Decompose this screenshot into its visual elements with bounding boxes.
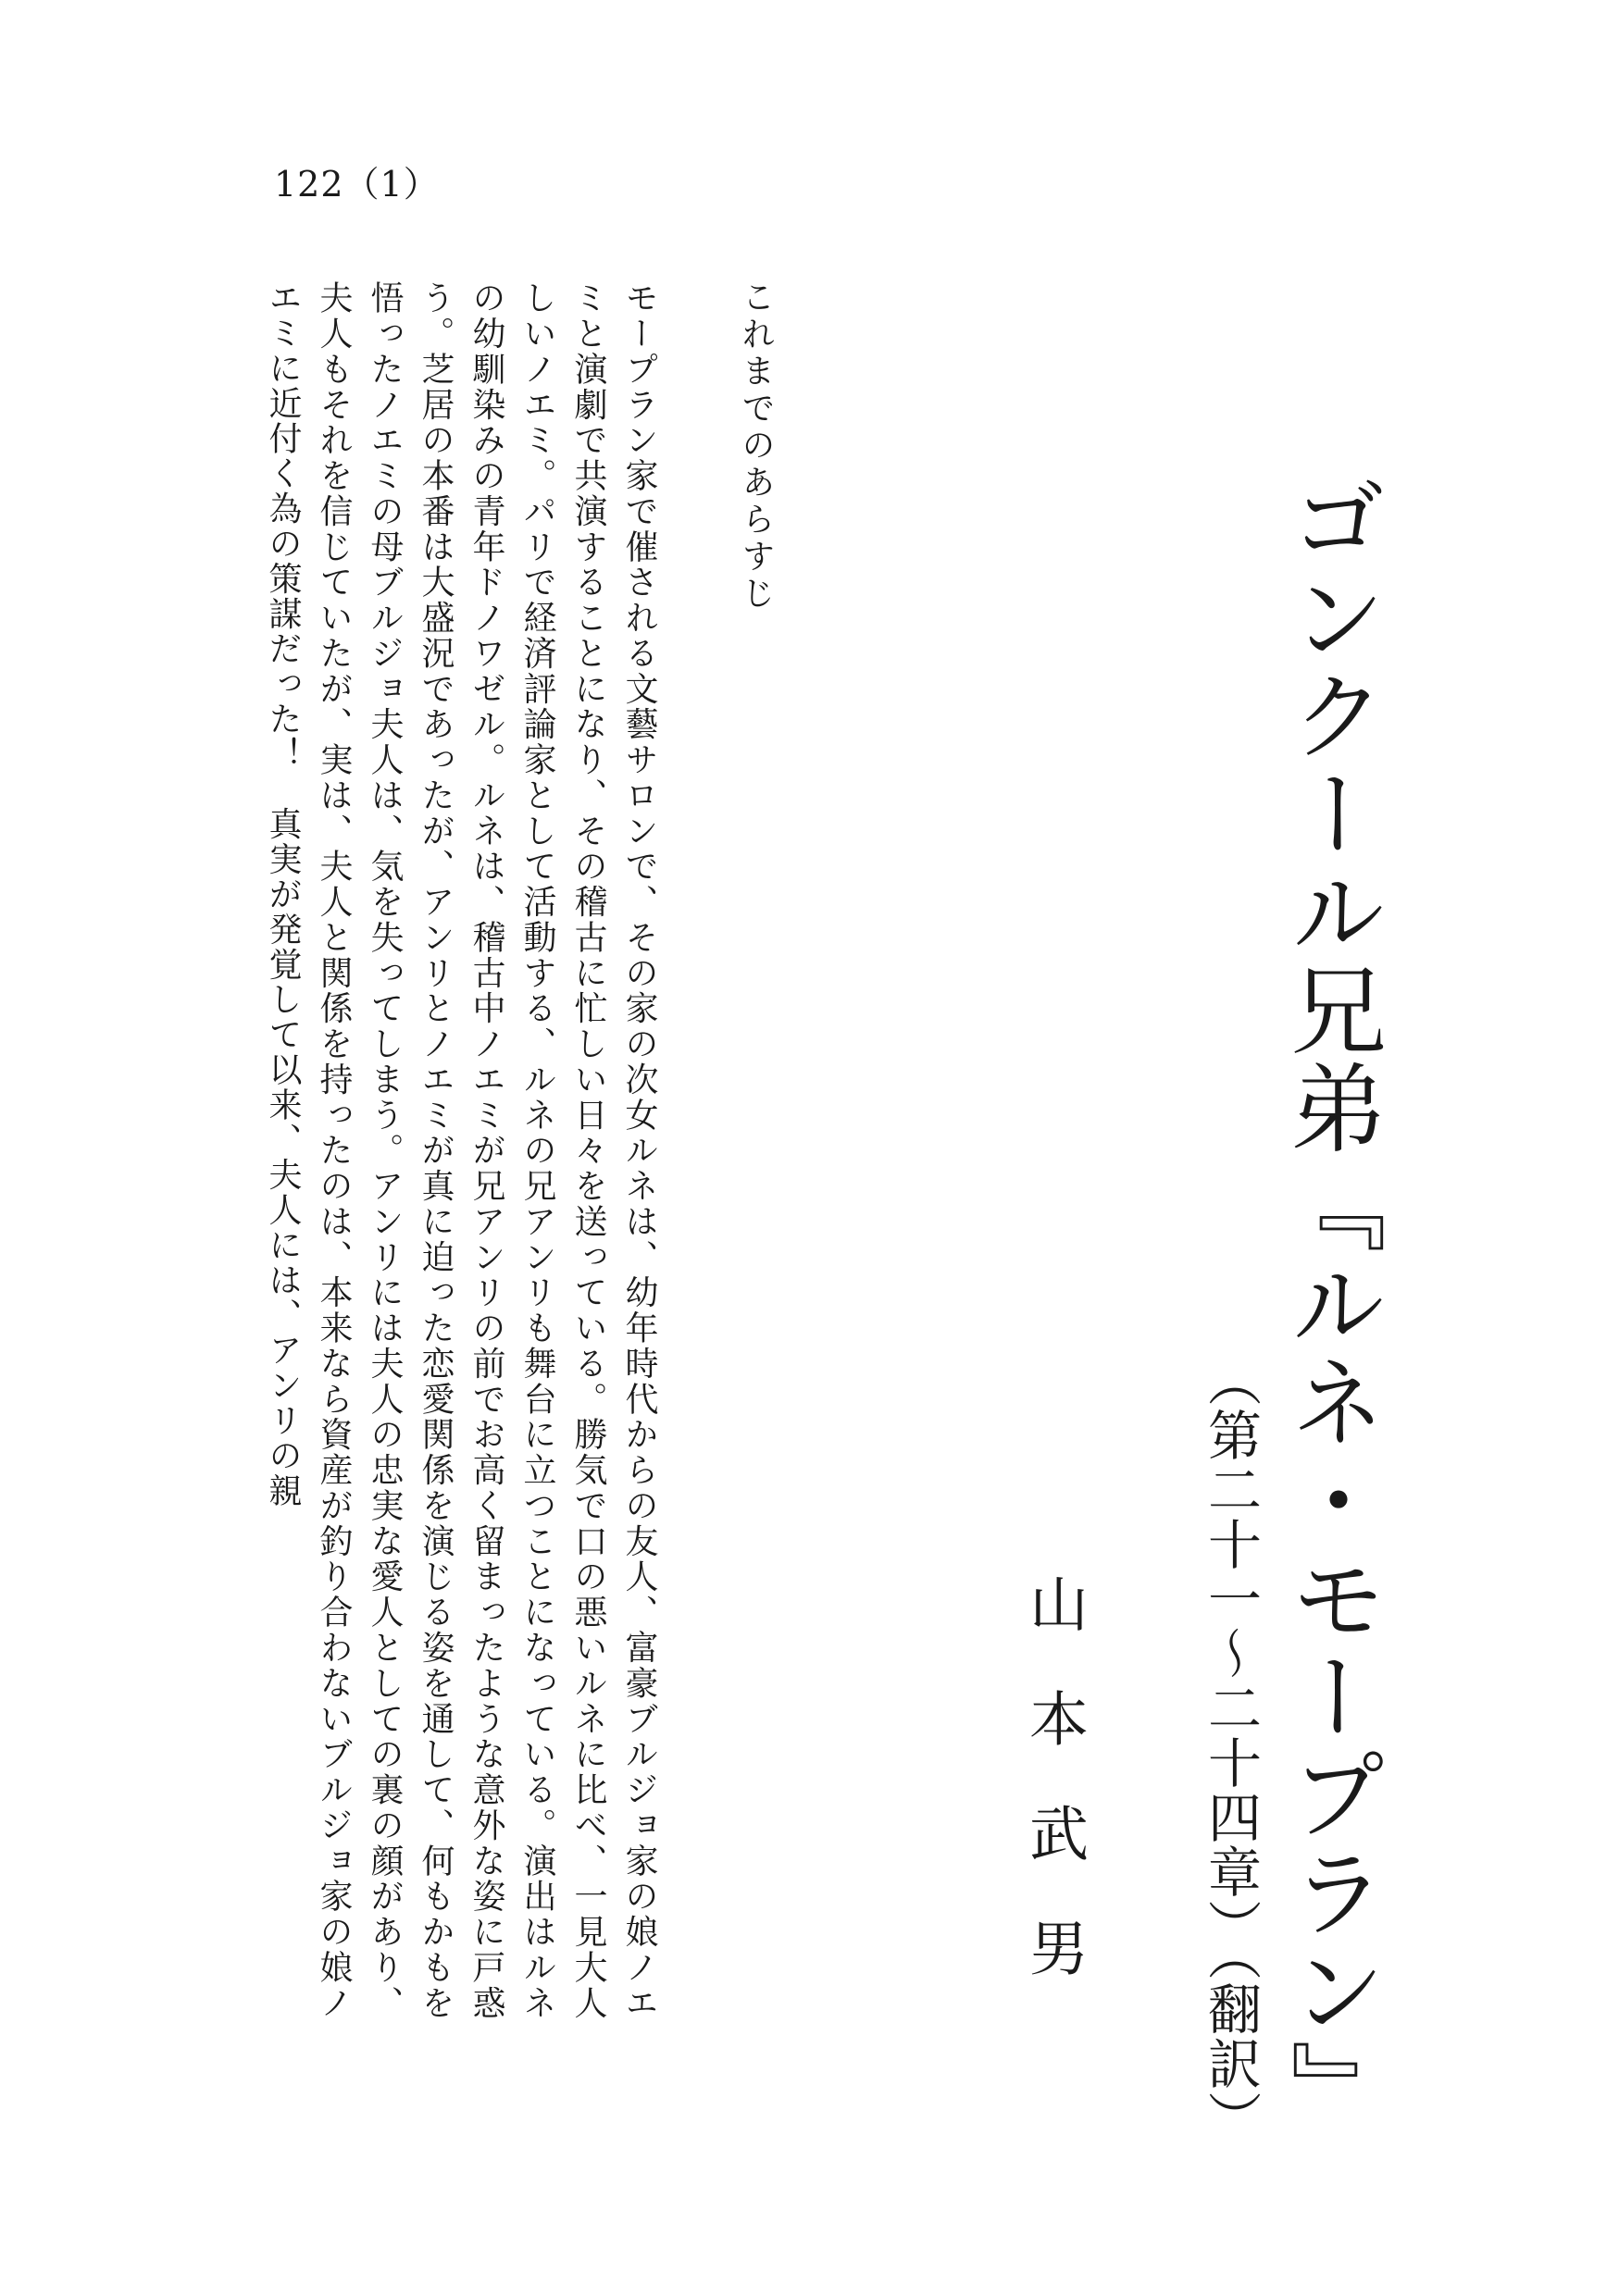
author-name: 山本武男 — [1019, 1573, 1088, 2032]
synopsis-body — [209, 280, 665, 2020]
synopsis-heading: これまでのあらすじ — [737, 279, 775, 613]
article-subtitle: （第二十一～二十四章）（翻訳） — [1199, 1353, 1262, 2145]
article-title: ゴンクール兄弟『ルネ・モープラン』 — [1274, 470, 1387, 2138]
page-number: 122（1） — [274, 164, 440, 205]
synopsis-paragraph: モープラン家で催される文藝サロンで、その家の次女ルネは、幼年時代からの友人、富豪ブルジョ家の娘ノエミと演劇で共演することになり、その稽古に忙しい日々を送っている。勝気で口の悪いルネに比べ、一見大人しいノエミ。パリで経済評論家として活動する、ルネの兄アンリも舞台に立つことになっている。演出はルネの幼馴染みの青年ドノワゼル。ルネは、稽古中ノエミが兄アンリの前でお高く留まったような意外な姿に戸惑う。芝居の本番は大盛況であったが、アンリとノエミが真に迫った恋愛関係を演じる姿を通して、何もかもを悟ったノエミの母ブルジョ夫人は、気を失ってしまう。アンリには夫人の忠実な愛人としての裏の顔があり、夫人もそれを信じていたが、実は、夫人と関係を持ったのは、本来なら資産が釣り合わないブルジョ家の娘ノエミに近付く為の策謀だった！ 真実が発覚して以来、夫人には、アンリの親 — [264, 280, 658, 2020]
